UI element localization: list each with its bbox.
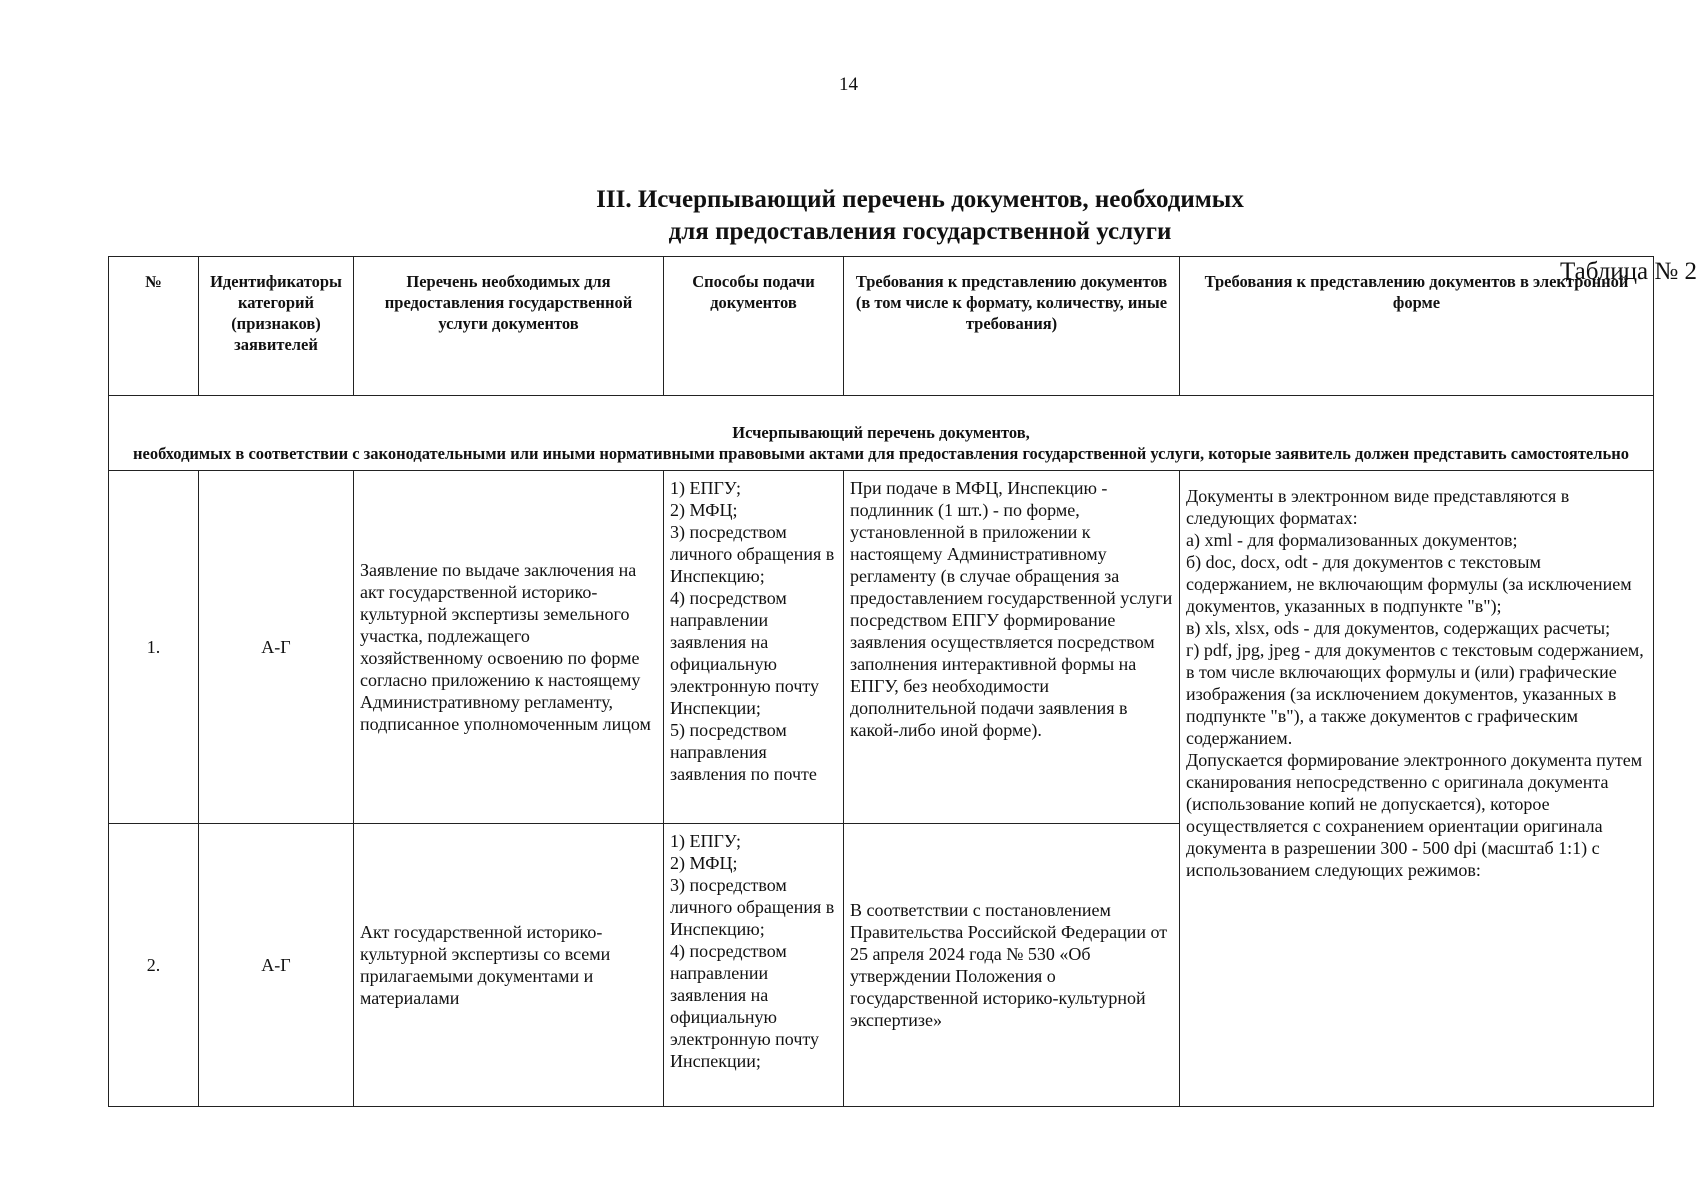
row-number: 1. [109, 471, 199, 824]
row-methods: 1) ЕПГУ; 2) МФЦ; 3) посредством личного обращения в Инспекцию; 4) посредством направлении заявления на официальную электронную почту Инспекции; 5) посредством направления заявления по почте [664, 471, 844, 824]
row-requirements: При подаче в МФЦ, Инспекцию - подлинник (1 шт.) - по форме, установленной в приложении к настоящему Административному регламенту (в случае обращения за предоставлением государственной услуги посредством ЕПГУ формирование заявления осуществляется посредством заполнения интерактивной формы на ЕПГУ, без необходимости дополнительной подачи заявления в какой-либо иной форме). [844, 471, 1180, 824]
section-title-line-1: III. Исчерпывающий перечень документов, необходимых [596, 186, 1244, 213]
group-heading [109, 396, 1654, 471]
page-number: 14 [839, 74, 858, 95]
header-requirements: Требования к представлению документов (в том числе к формату, количеству, иные требования) [844, 257, 1180, 396]
electronic-requirements: Документы в электронном виде представляются в следующих форматах: а) xml - для формализованных документов; б) doc, docx, odt - для документов с текстовым содержанием, не включающим формулы (за исключением документов, указанных в подпункте "в"); в) xls, xlsx, ods - для документов, содержащих расчеты; г) pdf, jpg, jpeg - для документов с текстовым содержанием, в том числе включающих формулы и (или) графические изображения (за исключением документов, указанных в подпункте "в"), а также документов с графическим содержанием. Допускается формирование электронного документа путем сканирования непосредственно с оригинала документа (использование копий не допускается), которое осуществляется с сохранением ориентации оригинала документа в разрешении 300 - 500 dpi (масштаб 1:1) с использованием следующих режимов: [1180, 471, 1654, 1107]
section-title [420, 184, 1420, 248]
header-categories: Идентификаторы категорий (признаков) заявителей [199, 257, 354, 396]
documents-table [108, 256, 1654, 1107]
table-caption: Таблица № 2 [1559, 258, 1697, 285]
row-category: А-Г [199, 471, 354, 824]
group-heading-line-2: необходимых в соответствии с законодательными или иными нормативными правовыми актами для предоставления государственной услуги, которые заявитель должен представить самостоятельно [132, 444, 1629, 463]
header-electronic-requirements: Требования к представлению документов в электронной форме [1180, 257, 1654, 396]
table-header-row [109, 257, 1654, 396]
row-document: Акт государственной историко-культурной экспертизы со всеми прилагаемыми документами и материалами [354, 824, 664, 1107]
header-number: № [109, 257, 199, 396]
table-row [109, 471, 1654, 824]
row-number: 2. [109, 824, 199, 1107]
row-requirements: В соответствии с постановлением Правительства Российской Федерации от 25 апреля 2024 года № 530 «Об утверждении Положения о государственной историко-культурной экспертизе» [844, 824, 1180, 1107]
row-category: А-Г [199, 824, 354, 1107]
section-title-line-2: для предоставления государственной услуги [668, 218, 1172, 245]
row-methods: 1) ЕПГУ; 2) МФЦ; 3) посредством личного обращения в Инспекцию; 4) посредством направлении заявления на официальную электронную почту Инспекции; [664, 824, 844, 1107]
group-heading-row [109, 396, 1654, 471]
row-document: Заявление по выдаче заключения на акт государственной историко-культурной экспертизы земельного участка, подлежащего хозяйственному освоению по форме согласно приложению к настоящему Административному регламенту, подписанное уполномоченным лицом [354, 471, 664, 824]
header-submission-methods: Способы подачи документов [664, 257, 844, 396]
header-documents: Перечень необходимых для предоставления государственной услуги документов [354, 257, 664, 396]
group-heading-line-1: Исчерпывающий перечень документов, [732, 423, 1030, 442]
